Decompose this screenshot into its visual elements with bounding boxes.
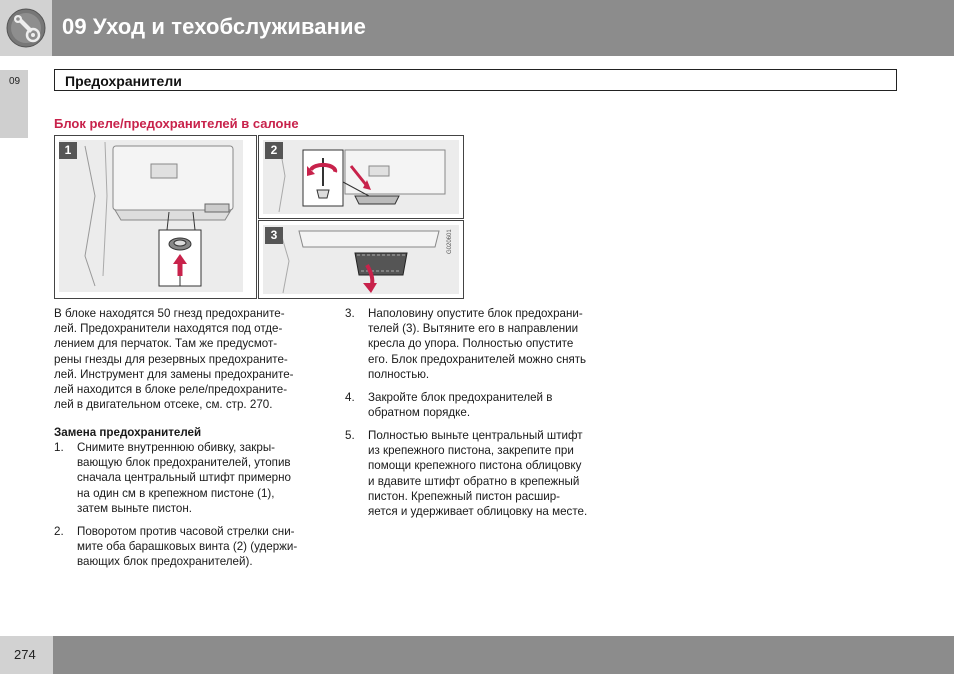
section-title: Предохранители (65, 73, 182, 89)
page-number: 274 (14, 647, 36, 662)
figure-3-drawing (259, 221, 463, 298)
step-3 (345, 306, 586, 382)
footer-bar (0, 636, 954, 674)
text-line: на один см в крепежном пистоне (1), (77, 486, 275, 500)
text-line: Закройте блок предохранителей в (368, 391, 553, 404)
text-line: Наполовину опустите блок предохрани- (368, 307, 583, 320)
step-5 (345, 428, 587, 519)
page-title: 09 Уход и техобслуживание (62, 14, 366, 39)
text-line: лей находится в блоке реле/предохраните- (54, 383, 288, 397)
figure-3 (258, 220, 464, 299)
figure-code: G020601 (447, 229, 453, 254)
chapter-tab-label: 09 (9, 76, 21, 87)
wrench-gear-icon (0, 0, 52, 56)
text-line: лением для перчаток. Там же предусмот- (54, 337, 278, 351)
text-line: полностью. (368, 367, 430, 381)
text-line: обратном порядке. (368, 406, 471, 420)
step-1 (54, 440, 291, 516)
text-line: лей в двигательном отсеке, см. стр. 270. (54, 398, 273, 412)
step-4 (345, 390, 552, 420)
text-line: яется и удерживает облицовку на месте. (368, 505, 588, 519)
replace-heading: Замена предохранителей (54, 426, 202, 439)
text-line: В блоке находятся 50 гнезд предохраните- (54, 307, 285, 320)
text-line: помощи крепежного пистона облицовку (368, 459, 582, 473)
text-line: его. Блок предохранителей можно снять (368, 352, 587, 366)
step-number: 4. (345, 391, 355, 404)
text-line: кресла до упора. Полностью опустите (368, 337, 574, 351)
text-line: вающую блок предохранителей, утопив (77, 456, 291, 470)
intro-paragraph (54, 306, 294, 412)
figure-2-drawing (259, 136, 463, 218)
step-number: 1. (54, 441, 64, 454)
header-icon-box (0, 0, 52, 56)
text-line: пистон. Крепежный пистон расшир- (368, 489, 561, 503)
figure-badge-2: 2 (265, 142, 283, 159)
text-line: телей (3). Вытяните его в направлении (368, 322, 579, 336)
figure-1 (54, 135, 257, 299)
subsection-title: Блок реле/предохранителей в салоне (54, 116, 299, 131)
figure-2 (258, 135, 464, 219)
text-line: лей. Инструмент для замены предохраните- (54, 367, 294, 381)
text-line: из крепежного пистона, закрепите при (368, 444, 574, 458)
text-line: и вдавите штифт обратно в крепежный (368, 474, 580, 488)
text-line: сначала центральный штифт примерно (77, 471, 291, 485)
text-line: Снимите внутреннюю обивку, закры- (77, 441, 276, 454)
figure-badge-1: 1 (59, 142, 77, 159)
text-line: затем выньте пистон. (77, 501, 193, 515)
text-line: вающих блок предохранителей). (77, 555, 253, 569)
step-2 (54, 524, 297, 570)
figure-1-drawing (55, 136, 256, 298)
text-line: лей. Предохранители находятся под отде- (54, 322, 283, 336)
figure-badge-3: 3 (265, 227, 283, 244)
text-line: Полностью выньте центральный штифт (368, 429, 583, 442)
step-number: 2. (54, 525, 64, 538)
text-line: мите оба барашковых винта (2) (удержи- (77, 540, 298, 554)
step-number: 3. (345, 307, 355, 320)
step-number: 5. (345, 429, 355, 442)
text-line: Поворотом против часовой стрелки сни- (77, 525, 295, 538)
text-line: рены гнезды для резервных предохраните- (54, 352, 288, 366)
